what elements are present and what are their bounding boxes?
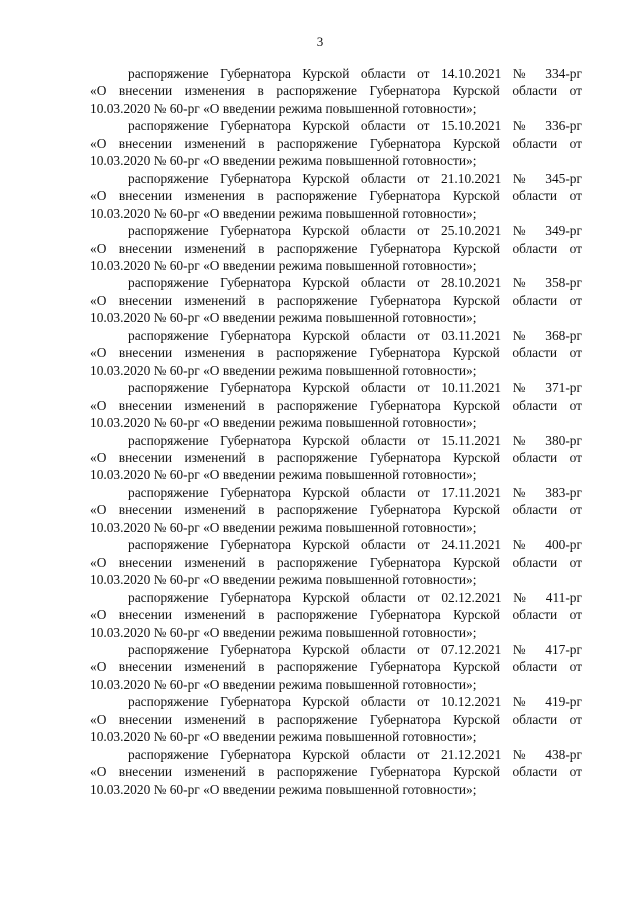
entry-line-3: 10.03.2020 № 60-рг «О введении режима повышенной готовности»; xyxy=(90,257,477,273)
entry-line-3: 10.03.2020 № 60-рг «О введении режима повышенной готовности»; xyxy=(90,519,477,535)
entry-line-3: 10.03.2020 № 60-рг «О введении режима повышенной готовности»; xyxy=(90,467,477,483)
entry-line-1: распоряжение Губернатора Курской области от 21.10.2021 № 345-рг xyxy=(128,170,582,186)
entry-line-2: «О внесении изменений в распоряжение Губернатора Курской области от xyxy=(90,554,582,570)
entry-line-2: «О внесении изменения в распоряжение Губернатора Курской области от xyxy=(90,345,582,361)
entry-line-2: «О внесении изменений в распоряжение Губернатора Курской области от xyxy=(90,764,582,780)
entry-line-1: распоряжение Губернатора Курской области от 28.10.2021 № 358-рг xyxy=(128,275,582,291)
entry-line-3: 10.03.2020 № 60-рг «О введении режима повышенной готовности»; xyxy=(90,676,477,692)
entry-line-3: 10.03.2020 № 60-рг «О введении режима повышенной готовности»; xyxy=(90,415,477,431)
list-item xyxy=(90,117,582,169)
entry-line-1: распоряжение Губернатора Курской области от 25.10.2021 № 349-рг xyxy=(128,223,582,239)
list-item xyxy=(90,484,582,536)
entry-line-3: 10.03.2020 № 60-рг «О введении режима повышенной готовности»; xyxy=(90,362,477,378)
list-item xyxy=(90,641,582,693)
entry-line-3: 10.03.2020 № 60-рг «О введении режима повышенной готовности»; xyxy=(90,205,477,221)
entry-line-2: «О внесении изменений в распоряжение Губернатора Курской области от xyxy=(90,449,582,465)
entry-line-1: распоряжение Губернатора Курской области от 10.11.2021 № 371-рг xyxy=(128,380,582,396)
entry-line-3: 10.03.2020 № 60-рг «О введении режима повышенной готовности»; xyxy=(90,572,477,588)
entry-line-3: 10.03.2020 № 60-рг «О введении режима повышенной готовности»; xyxy=(90,729,477,745)
list-item xyxy=(90,327,582,379)
entry-line-1: распоряжение Губернатора Курской области от 15.11.2021 № 380-рг xyxy=(128,432,582,448)
entry-line-1: распоряжение Губернатора Курской области от 14.10.2021 № 334-рг xyxy=(128,66,582,81)
list-item xyxy=(90,536,582,588)
list-item xyxy=(90,746,582,798)
entry-line-1: распоряжение Губернатора Курской области от 10.12.2021 № 419-рг xyxy=(128,694,582,710)
entry-line-1: распоряжение Губернатора Курской области от 21.12.2021 № 438-рг xyxy=(128,746,582,762)
entry-line-3: 10.03.2020 № 60-рг «О введении режима повышенной готовности»; xyxy=(90,781,477,797)
list-item xyxy=(90,65,582,117)
list-item xyxy=(90,432,582,484)
entry-line-3: 10.03.2020 № 60-рг «О введении режима повышенной готовности»; xyxy=(90,153,477,169)
entry-line-3: 10.03.2020 № 60-рг «О введении режима повышенной готовности»; xyxy=(90,624,477,640)
list-item xyxy=(90,379,582,431)
list-item xyxy=(90,222,582,274)
list-item xyxy=(90,693,582,745)
entry-line-2: «О внесении изменений в распоряжение Губернатора Курской области от xyxy=(90,292,582,308)
entry-line-2: «О внесении изменений в распоряжение Губернатора Курской области от xyxy=(90,397,582,413)
entry-line-1: распоряжение Губернатора Курской области от 03.11.2021 № 368-рг xyxy=(128,327,582,343)
entry-line-3: 10.03.2020 № 60-рг «О введении режима повышенной готовности»; xyxy=(90,310,477,326)
entry-line-2: «О внесении изменений в распоряжение Губернатора Курской области от xyxy=(90,135,582,151)
entry-line-2: «О внесении изменений в распоряжение Губернатора Курской области от xyxy=(90,659,582,675)
list-item xyxy=(90,274,582,326)
list-item xyxy=(90,589,582,641)
document-body xyxy=(90,65,582,798)
entry-line-2: «О внесении изменений в распоряжение Губернатора Курской области от xyxy=(90,240,582,256)
entry-line-3: 10.03.2020 № 60-рг «О введении режима повышенной готовности»; xyxy=(90,100,477,116)
entry-line-2: «О внесении изменений в распоряжение Губернатора Курской области от xyxy=(90,607,582,623)
entry-line-1: распоряжение Губернатора Курской области от 15.10.2021 № 336-рг xyxy=(128,118,582,134)
entry-line-1: распоряжение Губернатора Курской области от 02.12.2021 № 411-рг xyxy=(128,589,582,605)
entry-line-1: распоряжение Губернатора Курской области от 17.11.2021 № 383-рг xyxy=(128,484,582,500)
page-number: 3 xyxy=(316,34,324,49)
entry-line-2: «О внесении изменения в распоряжение Губернатора Курской области от xyxy=(90,188,582,204)
entry-line-1: распоряжение Губернатора Курской области от 07.12.2021 № 417-рг xyxy=(128,641,582,657)
entry-line-2: «О внесении изменений в распоряжение Губернатора Курской области от xyxy=(90,711,582,727)
entry-line-2: «О внесении изменения в распоряжение Губернатора Курской области от xyxy=(90,83,582,99)
list-item xyxy=(90,170,582,222)
entry-line-1: распоряжение Губернатора Курской области от 24.11.2021 № 400-рг xyxy=(128,537,582,553)
entry-line-2: «О внесении изменений в распоряжение Губернатора Курской области от xyxy=(90,502,582,518)
